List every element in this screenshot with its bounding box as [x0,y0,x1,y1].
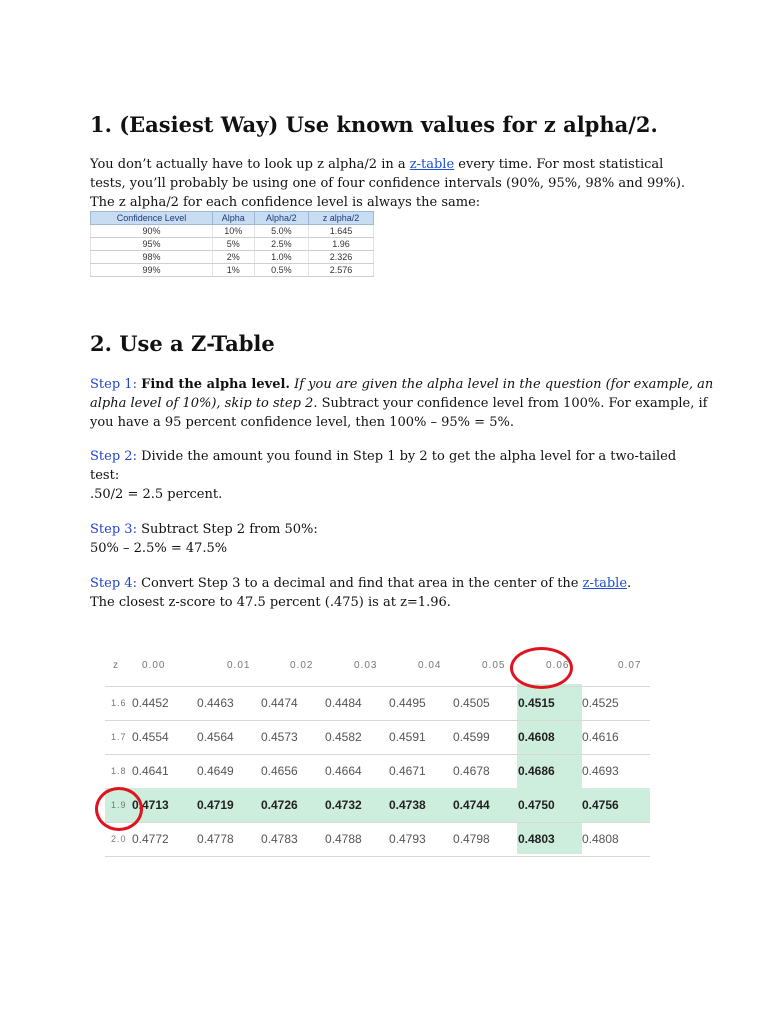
step-4-period: . [627,576,632,591]
table-row [105,686,650,721]
table-cell: 0.4738 [389,798,426,812]
table-cell: 98% [91,251,213,264]
table-cell: 2% [213,251,255,264]
step-2 [90,447,690,504]
table-row [91,225,374,238]
step-4-line-2: The closest z-score to 47.5 percent (.475) is at z=1.96. [90,595,451,610]
confidence-table-body [91,225,374,277]
table-cell: 0.4564 [197,730,234,744]
z-row-label: 1.7 [111,732,127,742]
table-cell: 0.4649 [197,764,234,778]
table-cell: 0.4744 [453,798,490,812]
step-2-line-1: Step 2: Divide the amount you found in Step 1 by 2 to get the alpha level for a two-tailed [90,449,677,464]
table-cell: 0.4732 [325,798,362,812]
table-cell: 0.4678 [453,764,490,778]
z-table-link-2[interactable]: z-table [582,576,628,591]
table-cell: 0.4671 [389,764,426,778]
table-cell: 0.4599 [453,730,490,744]
step-2-line-2: test: [90,468,120,483]
table-cell: 2.326 [309,251,374,264]
z-column-header: 0.02 [290,660,314,671]
table-cell: 2.576 [309,264,374,277]
table-row [105,720,650,755]
table-cell: 5% [213,238,255,251]
intro-line-1 [90,155,690,174]
table-cell: 0.4713 [132,798,169,812]
z-row-label: 1.6 [111,698,127,708]
step-2-text: Divide the amount you found in Step 1 by 2 to get the alpha level for a two-tailed [136,449,677,464]
table-cell: 0.4750 [518,798,555,812]
step-4 [90,574,690,612]
step-3-label: Step 3 [90,522,133,537]
table-cell: 0.4554 [132,730,169,744]
z-column-header: 0.03 [354,660,378,671]
table-cell: 0.4641 [132,764,169,778]
z-row-label: 2.0 [111,834,127,844]
table-cell: 0.4495 [389,696,426,710]
step-3-line-2: 50% – 2.5% = 47.5% [90,541,228,556]
table-cell: 0.4719 [197,798,234,812]
confidence-level-table [90,211,374,277]
table-cell: 0.4573 [261,730,298,744]
z-column-header: 0.04 [418,660,442,671]
table-row [105,788,650,823]
table-row [91,264,374,277]
step-1-title: Find the alpha level. [141,377,290,392]
table-cell: 0.4772 [132,832,169,846]
step-3 [90,520,690,558]
table-cell: 0.4474 [261,696,298,710]
confidence-table-header-cell: Confidence Level [91,212,213,225]
section-1-heading: 1. (Easiest Way) Use known values for z alpha/2. [90,112,658,137]
step-1-italic: alpha level of 10%), skip to step 2. [90,396,318,411]
table-cell: 1% [213,264,255,277]
step-1-italic: If you are given the alpha level in the question (for example, an [294,377,714,392]
table-row [105,822,650,857]
z-row-label: 1.8 [111,766,127,776]
table-row [91,251,374,264]
confidence-table-header [91,212,374,225]
step-3-text: Subtract Step 2 from 50%: [136,522,318,537]
step-2-line-3: .50/2 = 2.5 percent. [90,487,223,502]
table-cell: 0.4616 [582,730,619,744]
table-cell: 0.4515 [518,696,555,710]
table-cell: 0.4693 [582,764,619,778]
table-cell: 0.4608 [518,730,555,744]
table-cell: 0.5% [254,264,309,277]
step-1-label: Step 1 [90,377,133,392]
table-cell: 0.4783 [261,832,298,846]
table-cell: 0.4778 [197,832,234,846]
table-cell: 0.4788 [325,832,362,846]
table-cell: 0.4793 [389,832,426,846]
table-cell: 1.96 [309,238,374,251]
table-cell: 1.0% [254,251,309,264]
confidence-table-header-cell: z alpha/2 [309,212,374,225]
table-cell: 0.4484 [325,696,362,710]
step-4-label: Step 4 [90,576,133,591]
table-cell: 0.4808 [582,832,619,846]
table-cell: 0.4505 [453,696,490,710]
step-1-text: Subtract your confidence level from 100%. For example, if [317,396,708,411]
z-table-excerpt [105,650,650,865]
table-cell: 0.4591 [389,730,426,744]
z-column-header: 0.06 [546,660,570,671]
table-cell: 0.4463 [197,696,234,710]
step-1 [90,375,714,432]
confidence-table-header-cell: Alpha/2 [254,212,309,225]
column-circle-annotation [510,647,573,689]
z-column-header: 0.00 [142,660,166,671]
table-cell: 0.4756 [582,798,619,812]
table-cell: 0.4656 [261,764,298,778]
section-2-heading: 2. Use a Z-Table [90,331,275,356]
intro-text: every time. For most statistical [454,157,664,172]
table-cell: 5.0% [254,225,309,238]
table-row [91,238,374,251]
step-2-label: Step 2 [90,449,133,464]
step-1-line-3: you have a 95 percent confidence level, then 100% – 95% = 5%. [90,415,514,430]
table-cell: 0.4525 [582,696,619,710]
step-1-line-1: Step 1: Find the alpha level. If you are given the alpha level in the question (for example, an [90,377,714,392]
z-column-header: 0.01 [227,660,251,671]
table-cell: 0.4664 [325,764,362,778]
z-row-label: 1.9 [111,800,127,810]
step-1-line-2 [90,394,708,413]
table-cell: 99% [91,264,213,277]
z-column-header: 0.05 [482,660,506,671]
table-cell: 0.4582 [325,730,362,744]
table-cell: 0.4798 [453,832,490,846]
intro-text: You don’t actually have to look up z alpha/2 in a [90,157,410,172]
z-corner-label: z [113,660,119,671]
z-column-header: 0.07 [618,660,642,671]
table-cell: 0.4726 [261,798,298,812]
table-cell: 0.4452 [132,696,169,710]
intro-line-3: The z alpha/2 for each confidence level is always the same: [90,195,481,210]
table-cell: 0.4686 [518,764,555,778]
table-cell: 95% [91,238,213,251]
intro-line-2: tests, you’ll probably be using one of four confidence intervals (90%, 95%, 98% and 99%). [90,176,686,191]
z-table-link[interactable]: z-table [409,157,455,172]
section-1-intro [90,155,690,212]
step-4-text: Convert Step 3 to a decimal and find that area in the center of the [136,576,583,591]
confidence-table-header-cell: Alpha [213,212,255,225]
row-circle-annotation [95,787,143,831]
table-row [105,754,650,789]
table-cell: 1.645 [309,225,374,238]
step-3-line-1: Step 3: Subtract Step 2 from 50%: [90,522,318,537]
table-cell: 90% [91,225,213,238]
table-cell: 2.5% [254,238,309,251]
table-cell: 10% [213,225,255,238]
step-4-line-1: Step 4: Convert Step 3 to a decimal and find that area in the center of the z-table. [90,576,632,591]
table-cell: 0.4803 [518,832,555,846]
